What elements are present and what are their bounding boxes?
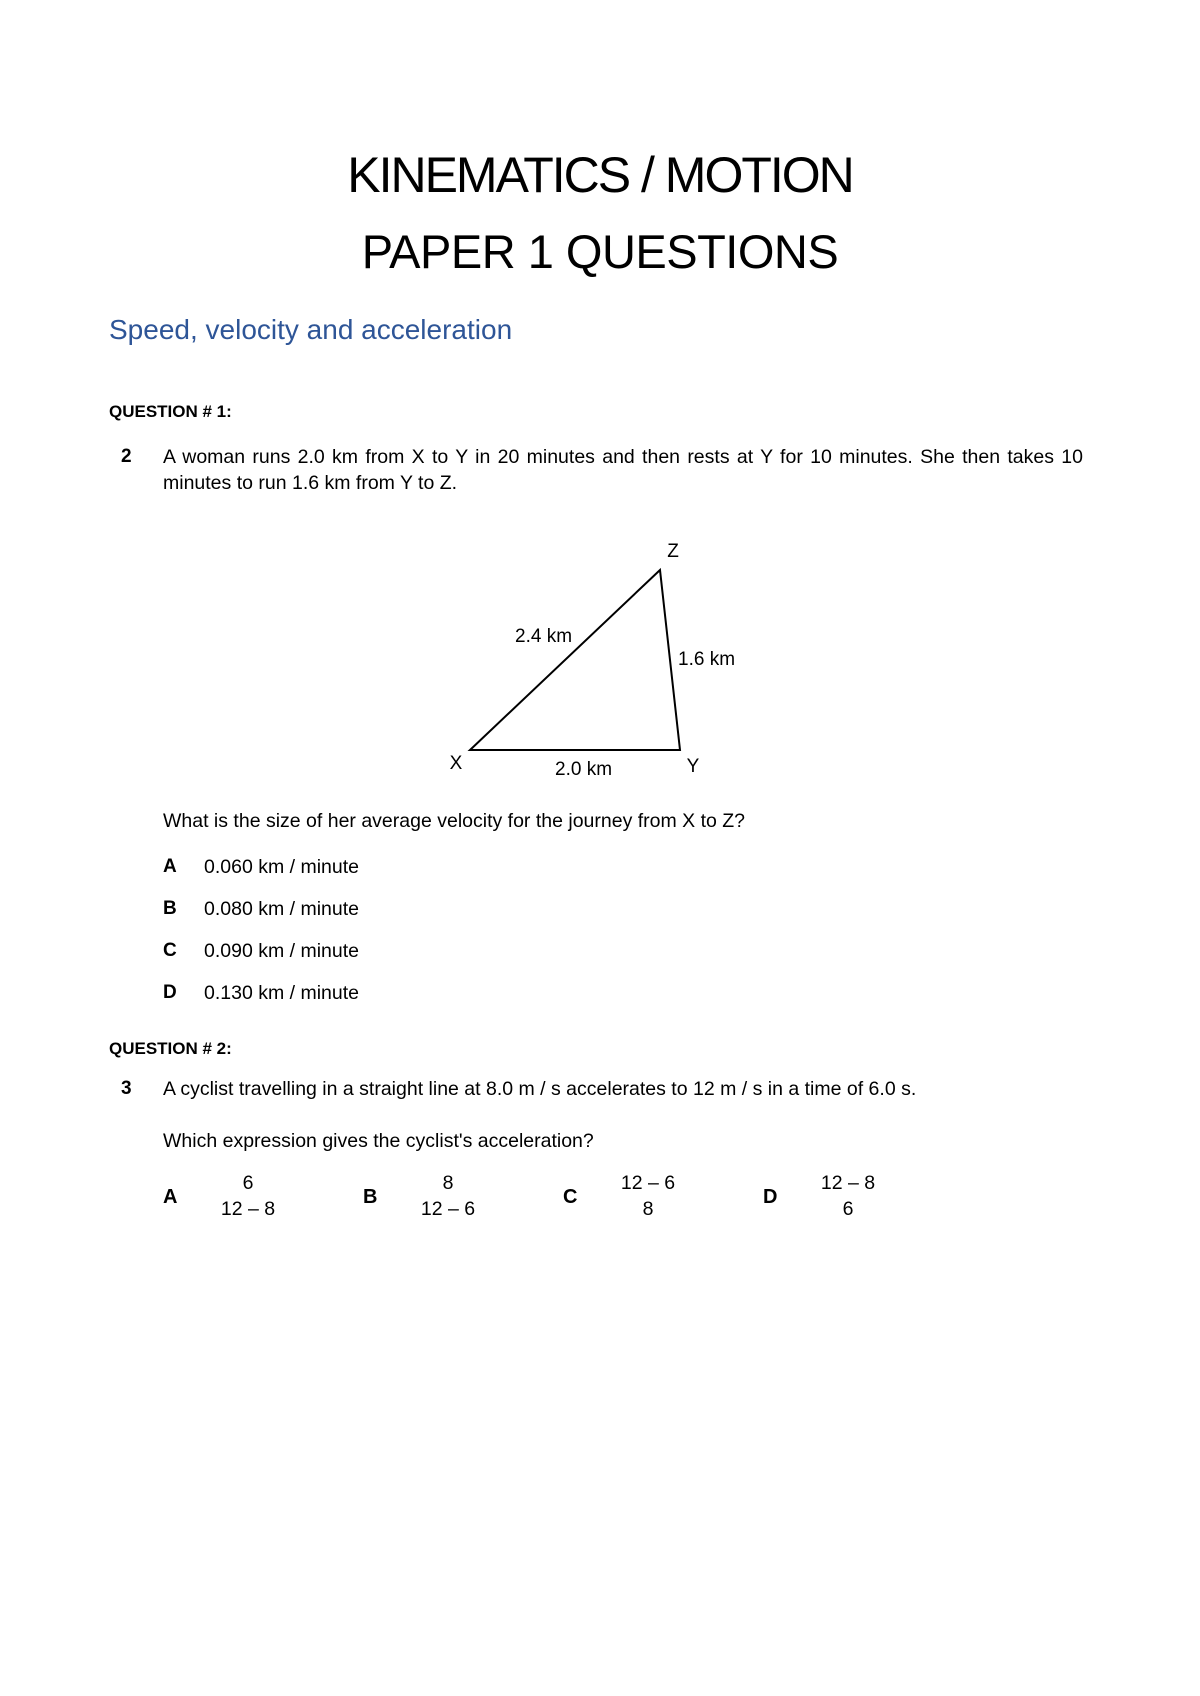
question-2-option-d[interactable] xyxy=(763,1170,923,1230)
point-label-x: X xyxy=(449,753,463,774)
fraction xyxy=(403,1170,493,1222)
question-1-prompt: What is the size of her average velocity for the journey from X to Z? xyxy=(163,810,746,832)
option-letter: D xyxy=(163,982,177,1003)
fraction xyxy=(603,1170,693,1222)
question-2-prompt: Which expression gives the cyclist's acceleration? xyxy=(163,1130,594,1152)
fraction-denominator: 12 – 8 xyxy=(220,1198,276,1220)
side-label-xz: 2.4 km xyxy=(515,626,573,647)
triangle-xyz xyxy=(470,570,680,750)
point-label-y: Y xyxy=(686,756,700,777)
question-1-option-a[interactable] xyxy=(0,856,600,886)
option-letter: C xyxy=(563,1186,578,1208)
question-1-option-c[interactable] xyxy=(0,940,600,970)
side-label-xy: 2.0 km xyxy=(555,759,613,780)
question-2-option-a[interactable] xyxy=(163,1170,323,1230)
question-1-option-b[interactable] xyxy=(0,898,600,928)
fraction-numerator: 12 – 6 xyxy=(620,1172,676,1194)
question-1-label: QUESTION # 1: xyxy=(109,402,232,421)
fraction-denominator: 8 xyxy=(642,1198,654,1220)
point-label-z: Z xyxy=(667,541,679,562)
side-label-yz: 1.6 km xyxy=(678,649,736,670)
fraction-numerator: 6 xyxy=(242,1172,254,1194)
fraction xyxy=(203,1170,293,1222)
option-value: 0.130 km / minute xyxy=(204,982,359,1004)
question-2-number: 3 xyxy=(121,1078,132,1099)
fraction-denominator: 12 – 6 xyxy=(420,1198,476,1220)
fraction-numerator: 8 xyxy=(442,1172,454,1194)
question-2-label: QUESTION # 2: xyxy=(109,1039,232,1058)
question-2-stem: A cyclist travelling in a straight line at 8.0 m / s accelerates to 12 m / s in a time of 6.0 s. xyxy=(163,1078,917,1100)
section-heading: Speed, velocity and acceleration xyxy=(109,314,513,345)
option-letter: B xyxy=(163,898,177,919)
fraction-numerator: 12 – 8 xyxy=(820,1172,876,1194)
question-1-stem: A woman runs 2.0 km from X to Y in 20 minutes and then rests at Y for 10 minutes. She then takes 10 minutes to run 1.6 km from Y to Z. xyxy=(163,446,1083,494)
option-value: 0.080 km / minute xyxy=(204,898,359,920)
page-title: KINEMATICS / MOTION xyxy=(347,147,853,203)
fraction xyxy=(803,1170,893,1222)
option-value: 0.090 km / minute xyxy=(204,940,359,962)
fraction-denominator: 6 xyxy=(842,1198,854,1220)
page-subtitle: PAPER 1 QUESTIONS xyxy=(361,225,839,278)
option-letter: B xyxy=(363,1186,378,1208)
option-value: 0.060 km / minute xyxy=(204,856,359,878)
question-2-option-b[interactable] xyxy=(363,1170,523,1230)
question-1-number: 2 xyxy=(121,446,132,467)
option-letter: C xyxy=(163,940,177,961)
triangle-diagram xyxy=(440,540,770,780)
option-letter: A xyxy=(163,856,177,877)
question-1-option-d[interactable] xyxy=(0,982,600,1012)
question-2-option-c[interactable] xyxy=(563,1170,723,1230)
option-letter: A xyxy=(163,1186,178,1208)
option-letter: D xyxy=(763,1186,778,1208)
